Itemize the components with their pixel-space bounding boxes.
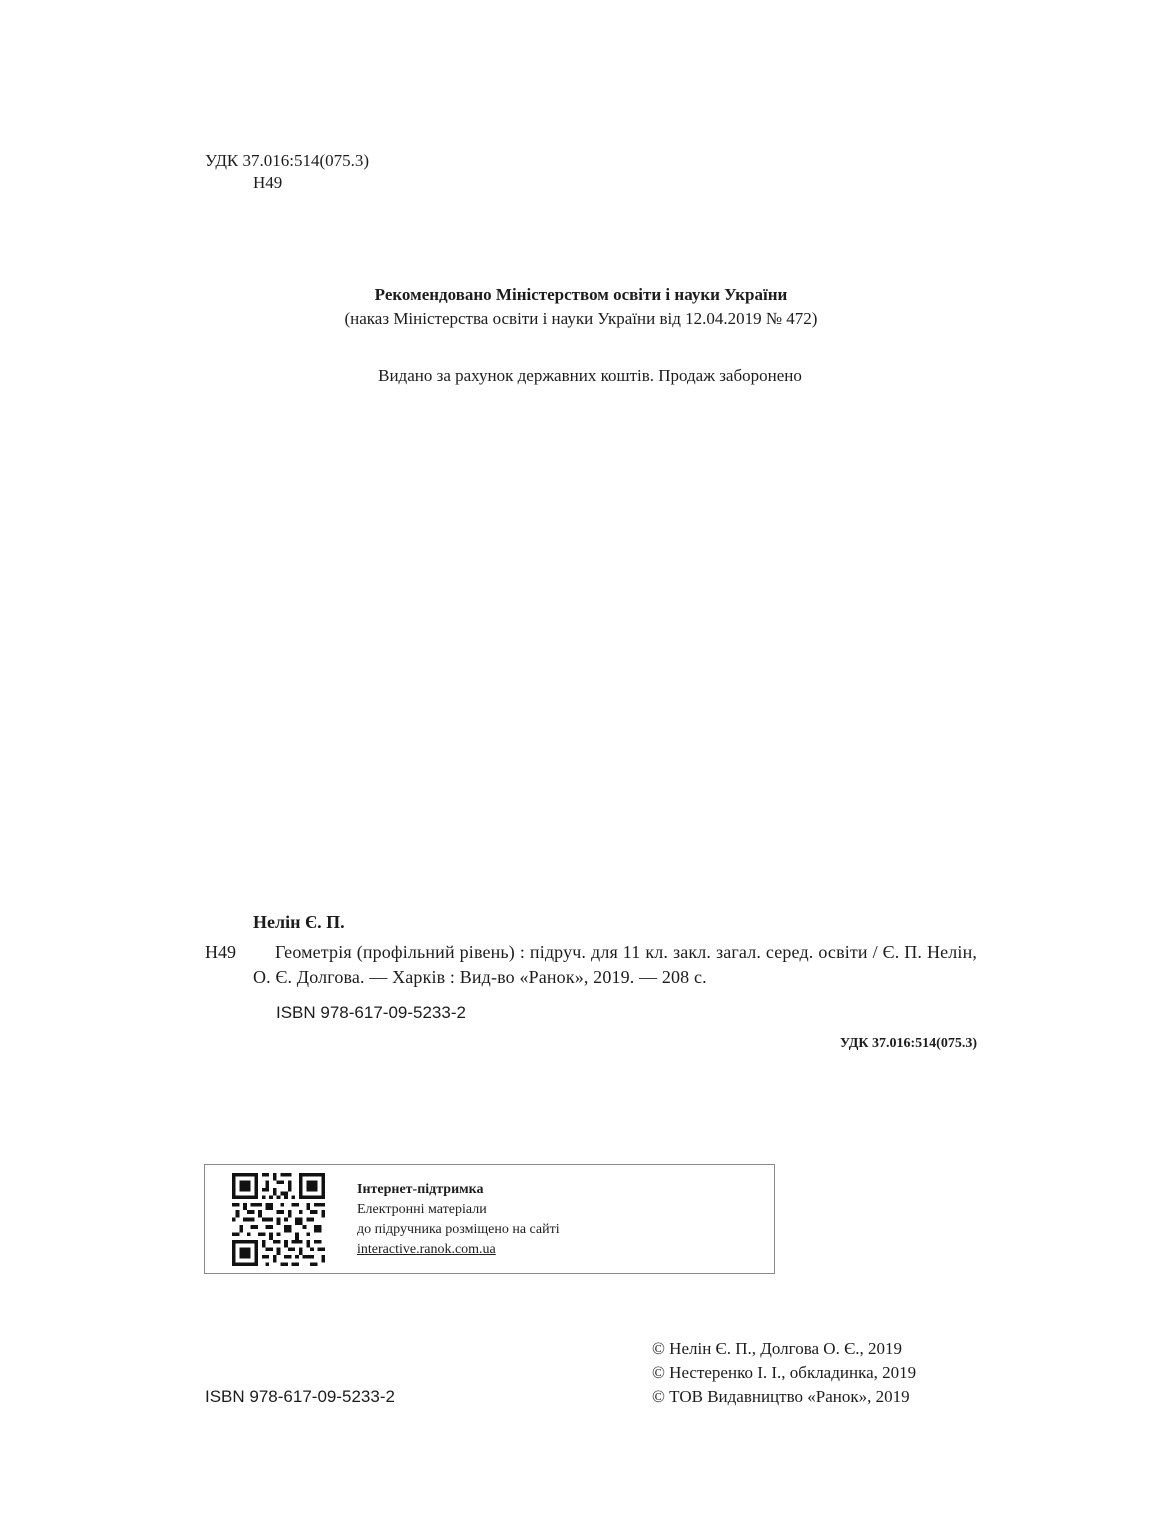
biblio-isbn: ISBN 978-617-09-5233-2 <box>276 1003 466 1022</box>
internet-support-line2: до підручника розміщено на сайті <box>357 1222 560 1237</box>
footer-isbn: ISBN 978-617-09-5233-2 <box>205 1387 395 1406</box>
qr-code-icon[interactable] <box>232 1173 325 1266</box>
internet-support-line1: Електронні матеріали <box>357 1202 487 1217</box>
author-mark: Н49 <box>253 173 283 192</box>
recommendation-order: (наказ Міністерства освіти і науки України від 12.04.2019 № 472) <box>344 309 818 328</box>
internet-support-text <box>357 1180 560 1260</box>
udk-header <box>205 150 369 194</box>
copyright-line: © ТОВ Видавництво «Ранок», 2019 <box>652 1387 910 1406</box>
udk-code: УДК 37.016:514(075.3) <box>205 151 370 170</box>
copyright-list <box>652 1337 916 1409</box>
bibliographic-record <box>205 910 977 1056</box>
internet-support-link[interactable]: interactive.ranok.com.ua <box>357 1242 496 1257</box>
biblio-description: Геометрія (профільний рівень) : підруч. для 11 кл. закл. загал. серед. освіти / Є. П. Нелін, О. Є. Долгова. — Харків : Вид-во «Ранок», 2019. — 208 с. <box>253 942 977 987</box>
copyright-line: © Нелін Є. П., Долгова О. Є., 2019 <box>652 1339 903 1358</box>
copyright-line: © Нестеренко І. І., обкладинка, 2019 <box>652 1363 917 1382</box>
biblio-mark: Н49 <box>205 942 236 962</box>
biblio-entry <box>205 940 977 990</box>
state-funds-notice: Видано за рахунок державних коштів. Продаж заборонено <box>378 366 802 385</box>
recommendation-title: Рекомендовано Міністерством освіти і науки України <box>374 285 788 304</box>
biblio-udk: УДК 37.016:514(075.3) <box>839 1036 977 1051</box>
recommendation-block <box>0 283 1162 331</box>
internet-support-title: Інтернет-підтримка <box>357 1182 484 1197</box>
biblio-author: Нелін Є. П. <box>253 912 345 932</box>
internet-support-box <box>204 1164 775 1274</box>
